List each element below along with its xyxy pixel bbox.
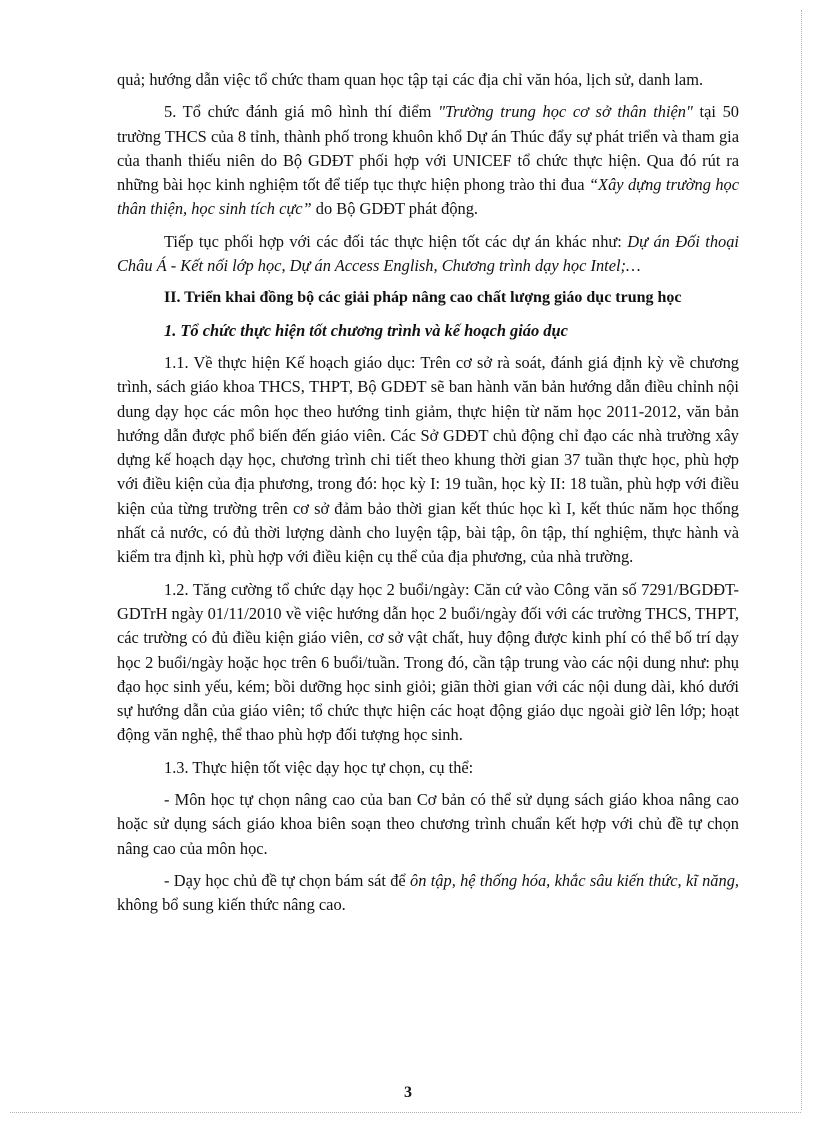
paragraph-elective-advanced: - Môn học tự chọn nâng cao của ban Cơ bản có thể sử dụng sách giáo khoa nâng cao hoặc sử dụng sách giáo khoa biên soạn theo chương trình chuẩn kết hợp với chủ đề tự chọn nâng cao của môn học. <box>117 790 739 858</box>
paragraph-elective-topic <box>117 869 739 918</box>
paragraph-1-1: 1.1. Về thực hiện Kế hoạch giáo dục: Trên cơ sở rà soát, đánh giá định kỳ về chương trình, sách giáo khoa THCS, THPT, Bộ GDĐT sẽ ban hành văn bản hướng dẫn điều chỉnh nội dung dạy học các môn học theo hướng tinh giảm, thực hiện từ năm học 2011-2012, văn bản hướng dẫn được phổ biến đến giáo viên. Các Sở GDĐT chủ động chỉ đạo các nhà trường xây dựng kế hoạch dạy học, chương trình chi tiết theo khung thời gian 37 tuần thực học, phù hợp với điều kiện của địa phương, trong đó: học kỳ I: 19 tuần, học kỳ II: 18 tuần, phù hợp với điều kiện của từng trường trên cơ sở đảm bảo thời gian kết thúc học kì I, kết thúc năm học thống nhất cả nước, có đủ thời lượng dành cho luyện tập, bài tập, ôn tập, thí nghiệm, thực hành và kiểm tra định kì, phù hợp với điều kiện cụ thể của địa phương, của nhà trường. <box>117 352 739 567</box>
p1-quote-school-model: "Trường trung học cơ sở thân thiện" <box>438 102 693 122</box>
paragraph-continuation: quả; hướng dẫn việc tổ chức tham quan học tập tại các địa chỉ văn hóa, lịch sử, danh lam. <box>117 70 704 89</box>
p2-text-a: Tiếp tục phối hợp với các đối tác thực hiện tốt các dự án khác như: <box>164 231 628 251</box>
p7-italic-goals: ôn tập, hệ thống hóa, khắc sâu kiến thức, kĩ năng, <box>410 870 739 890</box>
paragraph-partners <box>117 230 739 279</box>
page-frame-right <box>801 10 802 1110</box>
p2-separator: , <box>281 256 290 276</box>
page-number: 3 <box>404 1084 412 1101</box>
p1-text-a: 5. Tổ chức đánh giá mô hình thí điểm <box>164 102 439 122</box>
p1-text-e: do Bộ GDĐT phát động. <box>311 199 479 219</box>
subsection-heading-1: 1. Tổ chức thực hiện tốt chương trình và kế hoạch giáo dục <box>164 320 568 340</box>
p7-text-a: - Dạy học chủ đề tự chọn bám sát để <box>164 870 411 890</box>
section-heading-ii: II. Triển khai đồng bộ các giải pháp nâng cao chất lượng giáo dục trung học <box>164 289 682 307</box>
page-frame-bottom <box>10 1112 801 1113</box>
paragraph-item-5 <box>117 100 739 221</box>
p1-quote-movement: “Xây dựng trường học thân thiện, học sinh tích cực” <box>117 175 740 219</box>
p2-project-asia: Dự án Đối thoại Châu Á - Kết nối lớp học <box>117 231 739 276</box>
document-body <box>117 68 739 926</box>
paragraph-1-3: 1.3. Thực hiện tốt việc dạy học tự chọn, cụ thể: <box>164 757 474 777</box>
paragraph-1-2: 1.2. Tăng cường tổ chức dạy học 2 buổi/ngày: Căn cứ vào Công văn số 7291/BGDĐT-GDTrH ngày 01/11/2010 về việc hướng dẫn học 2 buổi/ngày đối với các trường THCS, THPT, các trường có đủ điều kiện giáo viên, cơ sở vật chất, huy động được kinh phí có thể bố trí dạy học 2 buổi/ngày hoặc học trên 6 buổi/tuần. Trong đó, cần tập trung vào các nội dung như: phụ đạo học sinh yếu, kém; bồi dưỡng học sinh giỏi; giãn thời gian với các nội dung dài, khó dưới sự hướng dẫn của giáo viên; tổ chức thực hiện các hoạt động giáo dục ngoài giờ lên lớp; hoạt động văn nghệ, thể thao phù hợp đối tượng học sinh. <box>117 579 739 745</box>
p1-text-c: tại 50 trường THCS của 8 tỉnh, thành phố trong khuôn khổ Dự án Thúc đẩy sự phát triển và tham gia của thanh thiếu niên do Bộ GDĐT phối hợp với UNICEF tổ chức thực hiện. Qua đó rút ra những bài học kinh nghiệm tốt để tiếp tục thực hiện phong trào thi đua <box>117 102 740 195</box>
p2-project-access: Dự án Access English, Chương trình dạy học Intel;… <box>289 256 641 276</box>
p7-text-c: không bổ sung kiến thức nâng cao. <box>117 895 346 915</box>
